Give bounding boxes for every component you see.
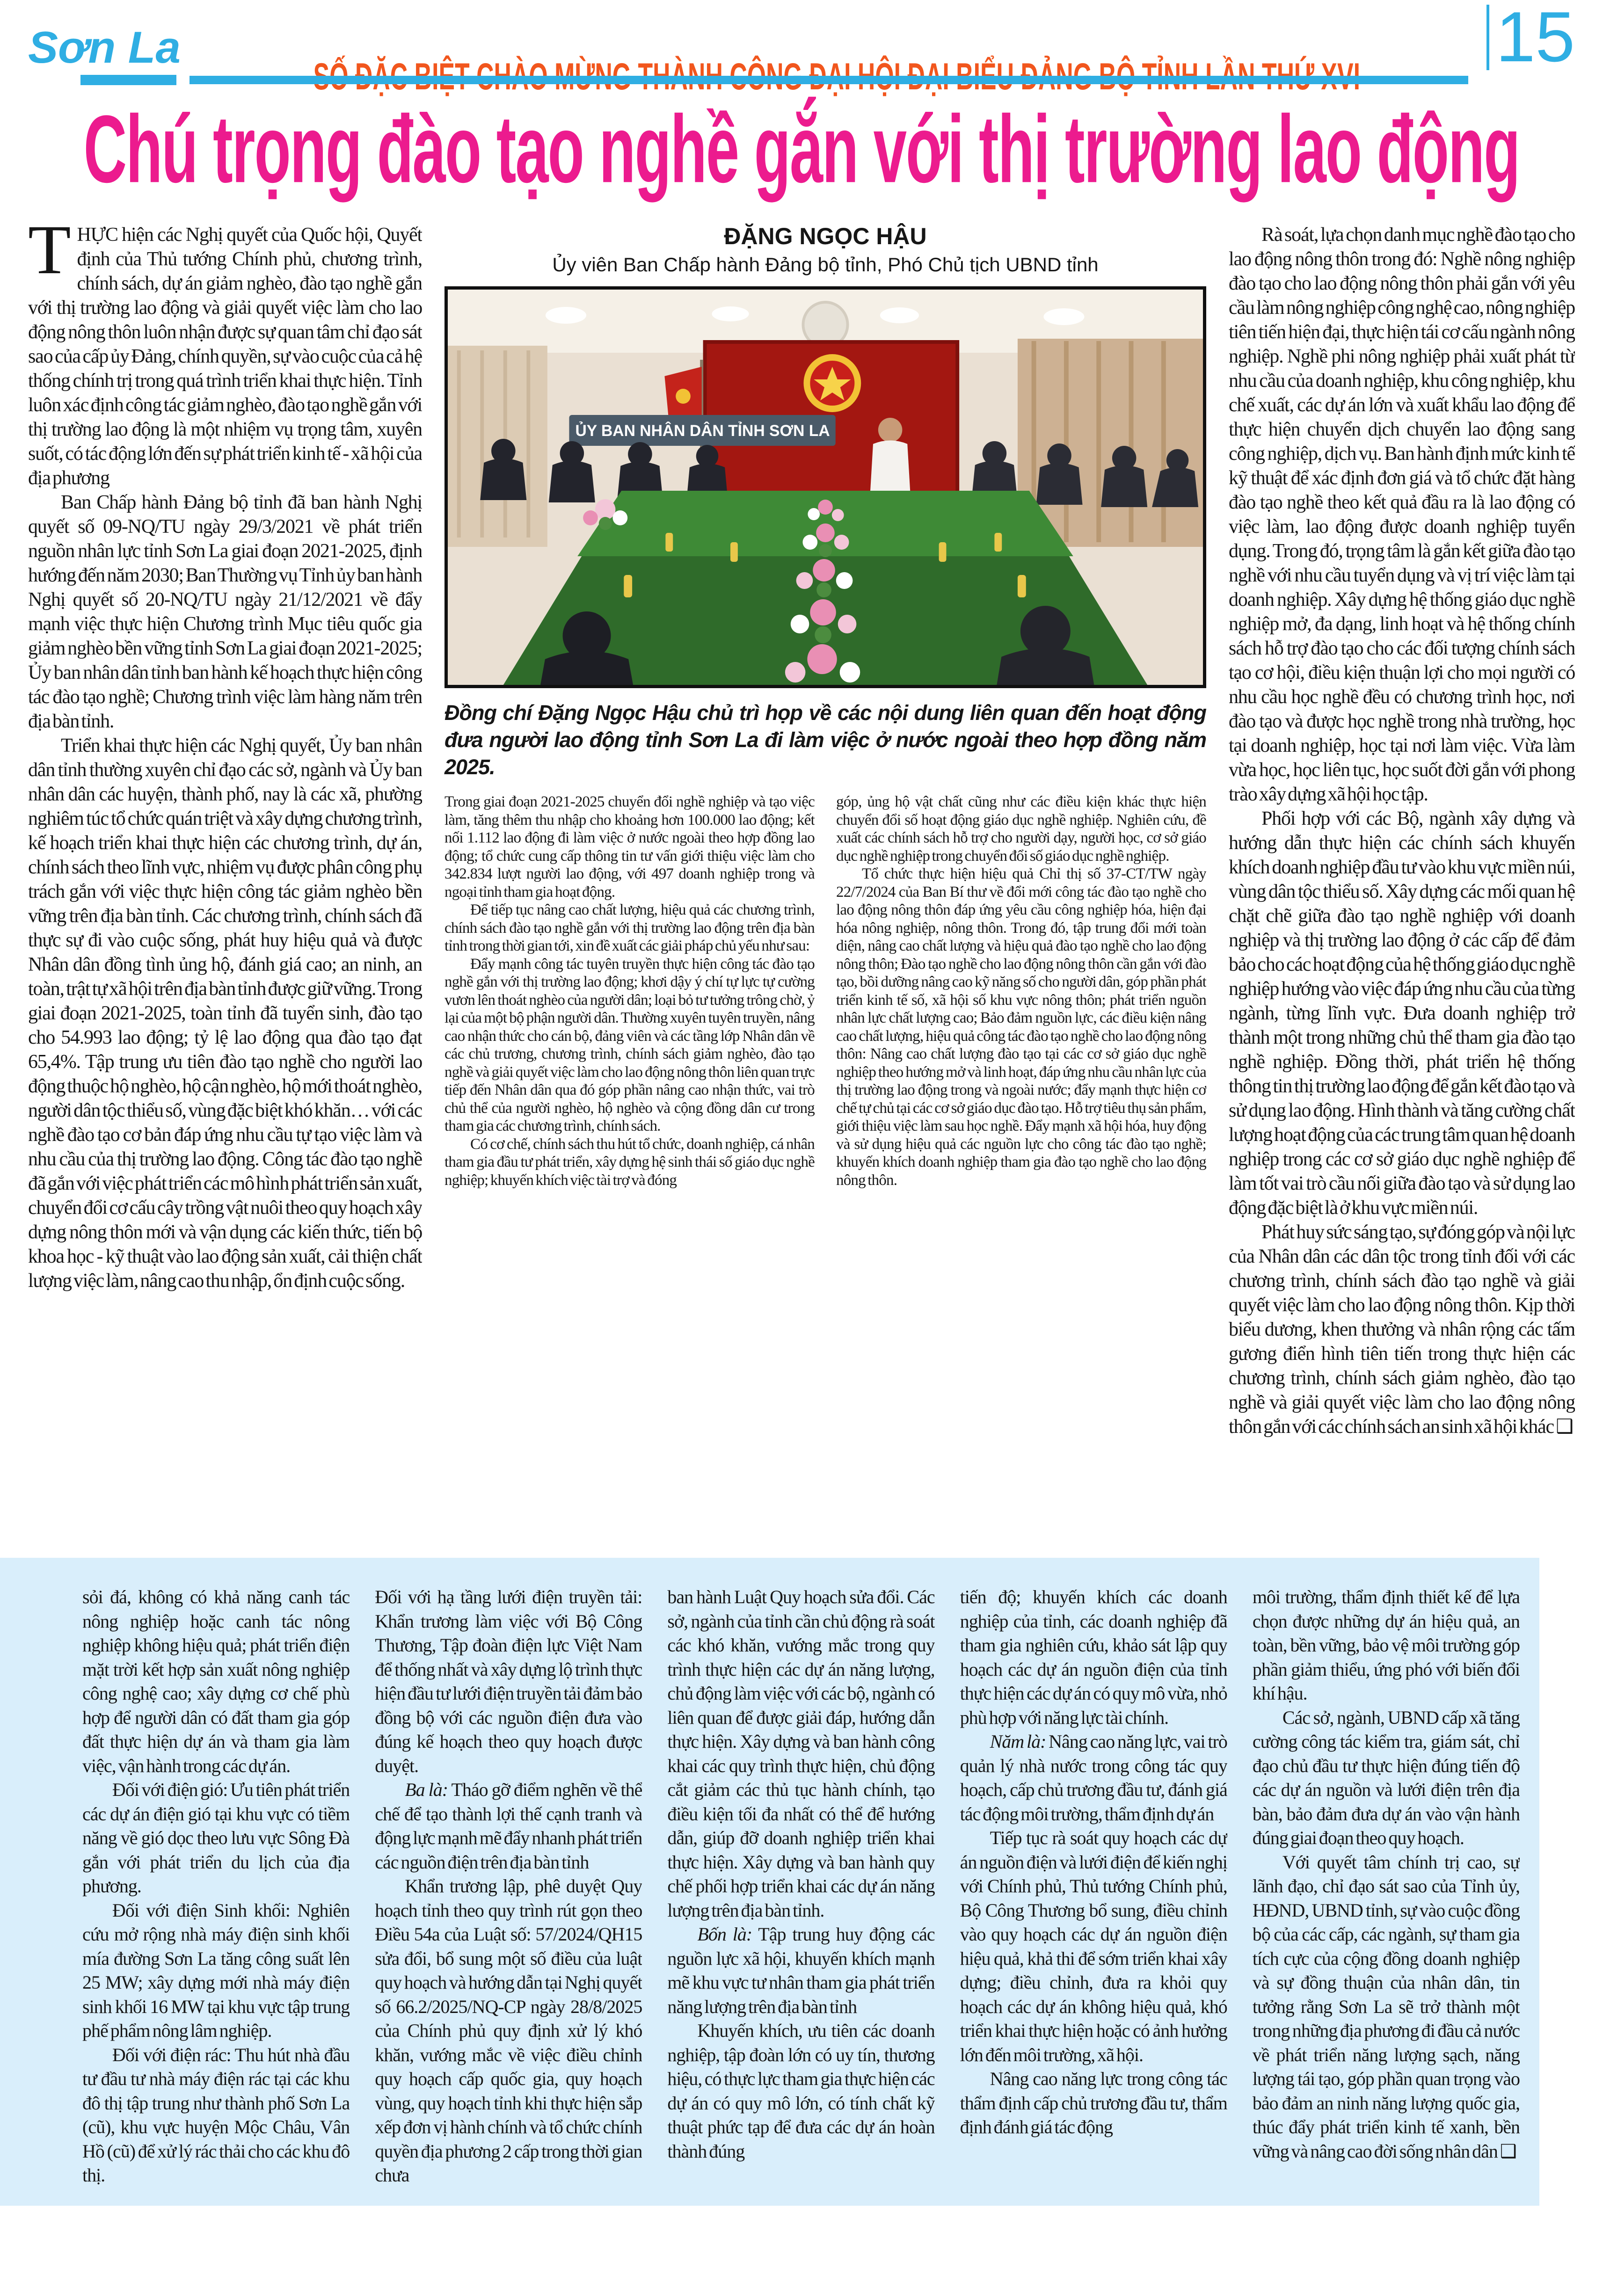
paragraph (960, 2067, 1227, 2139)
paragraph-text: môi trường, thẩm định thiết kế để lựa chọn được những dự án hiệu quả, an toàn, bền vững, bảo vệ môi trường góp phần giảm thiểu, ứng phó với biến đổi khí hậu. (1252, 1586, 1520, 1704)
masthead-logo: Sơn La (28, 22, 181, 73)
paragraph (960, 1826, 1227, 2067)
paragraph-text: Tiếp tục rà soát quy hoạch các dự án nguồn điện và lưới điện để kiến nghị với Chính phủ, Thủ tướng Chính phủ, Bộ Công Thương bổ sung, điều chỉnh vào quy hoạch các dự án nguồn điện hiệu quả, khả thi để sớm triển khai xây dựng; điều chỉnh, đưa ra khỏi quy hoạch các dự án không hiệu quả, khó triển khai thực hiện hoặc có ảnh hưởng lớn đến môi trường, xã hội. (960, 1827, 1227, 2065)
meeting-photo (444, 286, 1206, 688)
paragraph-text: Nâng cao năng lực, vai trò quản lý nhà nước trong công tác quy hoạch, cấp chủ trương đầu tư, đánh giá tác động môi trường, thẩm định dự án (960, 1731, 1227, 1824)
paragraph: Tổ chức thực hiện hiệu quả Chỉ thị số 37-CT/TW ngày 22/7/2024 của Ban Bí thư về đổi mới công tác đào tạo nghề cho lao động nông thôn đáp ứng yêu cầu công nghiệp hóa, hiện đại hóa nông nghiệp, nông thôn. Trong đó, tập trung đổi mới toàn diện, nâng cao chất lượng và hiệu quả đào tạo nghề cho lao động nông thôn; Đào tạo nghề cho lao động nông thôn cần gắn với đào tạo, bồi dưỡng nâng cao kỹ năng số cho người dân, góp phần phát triển kinh tế số, xã hội số khu vực nông thôn; phát triển nguồn nhân lực chất lượng cao; Bảo đảm nguồn lực, các điều kiện nâng cao chất lượng, hiệu quả công tác đào tạo nghề cho lao động nông thôn: Nâng cao chất lượng đào tạo tại các cơ sở giáo dục nghề nghiệp theo hướng mở và linh hoạt, đáp ứng nhu cầu nhân lực của thị trường lao động trong và ngoài nước; đẩy mạnh thực hiện cơ chế tự chủ tại các cơ sở giáo dục đào tạo. Hỗ trợ tiêu thụ sản phẩm, giới thiệu việc làm sau học nghề. Đẩy mạnh xã hội hóa, huy động và sử dụng hiệu quả các nguồn lực cho công tác đào tạo nghề; khuyến khích doanh nghiệp tham gia đào tạo nghề cho lao động nông thôn. (836, 865, 1206, 1189)
bottom-column-3 (667, 1585, 934, 2206)
paragraph (960, 1585, 1227, 1729)
paragraph (960, 1729, 1227, 1826)
author-title: Ủy viên Ban Chấp hành Đảng bộ tỉnh, Phó Chủ tịch UBND tỉnh (552, 254, 1099, 276)
page-number-divider (1486, 5, 1489, 70)
meeting-photo-graphic (448, 290, 1203, 685)
article-column-3 (836, 793, 1206, 1499)
paragraph-text: sỏi đá, không có khả năng canh tác nông nghiệp hoặc canh tác nông nghiệp không hiệu quả; phát triển điện mặt trời kết hợp sản xuất nông nghiệp công nghệ cao; xây dựng cơ chế phù hợp để người dân có đất tham gia góp đất thực hiện dự án và tham gia làm việc, vận hành trong các dự án. (82, 1586, 350, 1776)
bottom-section (0, 1558, 1539, 2206)
rule-short (80, 75, 176, 85)
paragraph-text: tiến độ; khuyến khích các doanh nghiệp của tỉnh, các doanh nghiệp đã tham gia nghiên cứu, khảo sát lập quy hoạch các dự án nguồn điện của tỉnh thực hiện các dự án có quy mô vừa, nhỏ phù hợp với năng lực tài chính. (960, 1586, 1227, 1728)
paragraph-text: HỰC hiện các Nghị quyết của Quốc hội, Quyết định của Thủ tướng Chính phủ, chương trình, chính sách, dự án giảm nghèo, đào tạo nghề gắn với thị trường lao động và giải quyết việc làm cho lao động nông thôn luôn nhận được sự quan tâm chỉ đạo sát sao của cấp ủy Đảng, chính quyền, sự vào cuộc của cả hệ thống chính trị trong quá trình triển khai thực hiện. Tỉnh luôn xác định công tác giảm nghèo, đào tạo nghề gắn với thị trường lao động là một nhiệm vụ trọng tâm, xuyên suốt, có tác động lớn đến sự phát triển kinh tế - xã hội của địa phương (28, 224, 422, 489)
paragraph-text: ban hành Luật Quy hoạch sửa đổi. Các sở, ngành của tỉnh cần chủ động rà soát các khó khăn, vướng mắc trong quy trình thực hiện các dự án năng lượng, chủ động làm việc với các bộ, ngành có liên quan để được giải đáp, hướng dẫn thực hiện. Xây dựng và ban hành công khai các quy trình thực hiện, chủ động cắt giảm các thủ tục hành chính, tạo điều kiện tối đa nhất có thể để hướng dẫn, giúp đỡ doanh nghiệp triển khai thực hiện. Xây dựng và ban hành quy chế phối hợp triển khai các dự án năng lượng trên địa bàn tỉnh. (667, 1586, 935, 1921)
bottom-column-4 (960, 1585, 1227, 2206)
paragraph: Ban Chấp hành Đảng bộ tỉnh đã ban hành Nghị quyết số 09-NQ/TU ngày 29/3/2021 về phát triển nguồn nhân lực tỉnh Sơn La giai đoạn 2021-2025, định hướng đến năm 2030; Ban Thường vụ Tỉnh ủy ban hành Nghị quyết số 20-NQ/TU ngày 21/12/2021 về đẩy mạnh việc thực hiện Chương trình Mục tiêu quốc gia giảm nghèo bền vững tỉnh Sơn La giai đoạn 2021-2025; Ủy ban nhân dân tỉnh ban hành kế hoạch thực hiện công tác đào tạo nghề; Chương trình việc làm hàng năm trên địa bàn tỉnh. (28, 492, 422, 732)
paragraph-text: Khuyến khích, ưu tiên các doanh nghiệp, tập đoàn lớn có uy tín, thương hiệu, có thực lực tham gia thực hiện các dự án có quy mô lớn, có tính chất kỹ thuật phức tạp để đưa các dự án hoàn thành đúng (667, 2020, 935, 2162)
paragraph: Triển khai thực hiện các Nghị quyết, Ủy ban nhân dân tỉnh thường xuyên chỉ đạo các sở, ngành và Ủy ban nhân dân các huyện, thành phố, nay là các xã, phường nghiêm túc tổ chức quán triệt và xây dựng chương trình, kế hoạch triển khai thực hiện các chương trình, dự án, chính sách theo lĩnh vực, nhiệm vụ được phân công phụ trách gắn với việc thực hiện công tác giảm nghèo bền vững trên địa bàn tỉnh. Các chương trình, chính sách đã thực sự đi vào cuộc sống, phát huy hiệu quả và được Nhân dân đồng tình ủng hộ, đánh giá cao; an ninh, an toàn, trật tự xã hội trên địa bàn tỉnh được giữ vững. Trong giai đoạn 2021-2025, toàn tỉnh đã tuyển sinh, đào tạo cho 54.993 lao động; tỷ lệ lao động qua đào tạo đạt 65,4%. Tập trung ưu tiên đào tạo nghề cho người lao động thuộc hộ nghèo, hộ cận nghèo, hộ mới thoát nghèo, người dân tộc thiểu số, vùng đặc biệt khó khăn… với các nghề đào tạo cơ bản đáp ứng nhu cầu tự tạo việc làm và nhu cầu của thị trường lao động. Công tác đào tạo nghề đã gắn với việc phát triển các mô hình phát triển sản xuất, chuyển đổi cơ cấu cây trồng vật nuôi theo quy hoạch xây dựng nông thôn mới và vận dụng các kiến thức, tiến bộ khoa học - kỹ thuật vào lao động sản xuất, cải thiện chất lượng việc làm, nâng cao thu nhập, ổn định cuộc sống. (28, 735, 422, 1292)
drop-cap: T (28, 223, 71, 289)
paragraph (375, 1585, 642, 1778)
paragraph (82, 1898, 350, 2043)
paragraph: Trong giai đoạn 2021-2025 chuyển đổi nghề nghiệp và tạo việc làm, tăng thêm thu nhập cho khoảng hơn 100.000 lao động; kết nối 1.112 lao động đi làm việc ở nước ngoài theo hợp đồng lao động; tổ chức cung cấp thông tin tư vấn giới thiệu việc làm cho 342.834 lượt người lao động, với 497 doanh nghiệp trong và ngoại tỉnh tham gia hoạt động. (444, 793, 815, 901)
paragraph: Để tiếp tục nâng cao chất lượng, hiệu quả các chương trình, chính sách đào tạo nghề gắn với thị trường lao động trên địa bàn tỉnh trong thời gian tới, xin đề xuất các giải pháp chủ yếu như sau: (444, 901, 815, 954)
article-column-2 (444, 793, 815, 1499)
paragraph-text: Các sở, ngành, UBND cấp xã tăng cường công tác kiểm tra, giám sát, chỉ đạo chủ đầu tư thực hiện đúng tiến độ các dự án nguồn và lưới điện trên địa bàn, bảo đảm đưa dự án vào vận hành đúng giai đoạn theo quy hoạch. (1252, 1707, 1520, 1848)
paragraph-lead: Bốn là: (697, 1924, 752, 1945)
article-column-4 (1229, 223, 1575, 1514)
paragraph: Có cơ chế, chính sách thu hút tổ chức, doanh nghiệp, cá nhân tham gia đầu tư phát triển, xây dựng hệ sinh thái số giáo dục nghề nghiệp; khuyến khích việc tài trợ và đóng (444, 1135, 815, 1189)
paragraph-text: Tập trung huy động các nguồn lực xã hội, khuyến khích mạnh mẽ khu vực tư nhân tham gia phát triển năng lượng trên địa bàn tỉnh (667, 1924, 935, 2017)
article-center-block (444, 223, 1206, 1514)
paragraph: góp, ủng hộ vật chất cũng như các điều kiện khác thực hiện chuyển đổi số hoạt động giáo dục nghề nghiệp. Nghiên cứu, đề xuất các chính sách hỗ trợ cho người dạy, người học, cơ sở giáo dục nghề nghiệp trong chuyển đổi số giáo dục nghề nghiệp. (836, 793, 1206, 865)
article-center-columns (444, 793, 1206, 1499)
paragraph (375, 1778, 642, 1874)
bottom-column-1 (82, 1585, 350, 2206)
paragraph-text: Khẩn trương lập, phê duyệt Quy hoạch tỉnh theo quy trình rút gọn theo Điều 54a của Luật số: 57/2024/QH15 sửa đổi, bổ sung một số điều của luật quy hoạch và hướng dẫn tại Nghị quyết số 66.2/2025/NQ-CP ngày 28/8/2025 của Chính phủ quy định xử lý khó khăn, vướng mắc về việc điều chỉnh quy hoạch cấp quốc gia, quy hoạch vùng, quy hoạch tỉnh khi thực hiện sắp xếp đơn vị hành chính và tổ chức chính quyền địa phương 2 cấp trong thời gian chưa (375, 1875, 642, 2186)
page-number: 15 (1495, 0, 1575, 77)
paragraph (667, 1922, 934, 2019)
paragraph-lead: Ba là: (405, 1779, 448, 1800)
paragraph-text: Đối với điện rác: Thu hút nhà đầu tư đầu tư nhà máy điện rác tại các khu đô thị tập trung như thành phố Sơn La (cũ), khu vực huyện Mộc Châu, Vân Hồ (cũ) để xử lý rác thải cho các khu đô thị. (82, 2044, 350, 2186)
paragraph (1253, 1850, 1520, 2164)
article-headline: Chú trọng đào tạo nghề gắn với thị trường lao động (83, 96, 1520, 203)
paragraph-text: Đối với điện gió: Ưu tiên phát triển các dự án điện gió tại khu vực có tiềm năng về gió dọc theo lưu vực Sông Đà gắn với phát triển du lịch của địa phương. (82, 1779, 350, 1896)
paragraph (82, 1585, 350, 1778)
bottom-column-2 (375, 1585, 642, 2206)
paragraph-text: Tháo gỡ điểm nghẽn về thể chế để tạo thành lợi thế cạnh tranh và động lực mạnh mẽ đẩy nhanh phát triển các nguồn điện trên địa bàn tỉnh (375, 1779, 642, 1873)
paragraph: Phát huy sức sáng tạo, sự đóng góp và nội lực của Nhân dân các dân tộc trong tỉnh đối với các chương trình, chính sách đào tạo nghề và giải quyết việc làm cho lao động nông thôn. Kịp thời biểu dương, khen thưởng và nhân rộng các tấm gương điển hình tiên tiến trong thực hiện các chương trình, chính sách giảm nghèo, đào tạo nghề và giải quyết việc làm cho lao động nông thôn gắn với các chính sách an sinh xã hội khác ❑ (1229, 1221, 1575, 1438)
paragraph-lead: Năm là: (990, 1731, 1046, 1752)
masthead (0, 0, 1603, 77)
page-number-block (1486, 0, 1575, 77)
paragraph-text: Nâng cao năng lực trong công tác thẩm định cấp chủ trương đầu tư, thẩm định đánh giá tác động (960, 2068, 1227, 2137)
paragraph-text: Với quyết tâm chính trị cao, sự lãnh đạo, chỉ đạo sát sao của Tỉnh ủy, HĐND, UBND tỉnh, sự vào cuộc đồng bộ của các cấp, các ngành, sự tham gia tích cực của cộng đồng doanh nghiệp và sự đồng thuận của nhân dân, tin tưởng rằng Sơn La sẽ trở thành một trong những địa phương đi đầu cả nước về phát triển năng lượng sạch, năng lượng tái tạo, góp phần quan trọng vào bảo đảm an ninh năng lượng quốc gia, thúc đẩy phát triển kinh tế xanh, bền vững và nâng cao đời sống nhân dân ❑ (1252, 1851, 1520, 2162)
masthead-rules (28, 75, 1575, 86)
paragraph (667, 1585, 934, 1922)
paragraph: Phối hợp với các Bộ, ngành xây dựng và hướng dẫn thực hiện các chính sách khuyến khích doanh nghiệp đầu tư vào khu vực miền núi, vùng dân tộc thiểu số. Xây dựng các mối quan hệ chặt chẽ giữa đào tạo nghề nghiệp với doanh nghiệp và thị trường lao động ở các cấp để đảm bảo cho các hoạt động của hệ thống giáo dục nghề nghiệp hướng vào việc đáp ứng nhu cầu của từng ngành, từng lĩnh vực. Đưa doanh nghiệp trở thành một trong những chủ thể tham gia đào tạo nghề nghiệp. Đồng thời, phát triển hệ thống thông tin thị trường lao động để gắn kết đào tạo và sử dụng lao động. Hình thành và tăng cường chất lượng hoạt động của các trung tâm quan hệ doanh nghiệp trong các cơ sở giáo dục nghề nghiệp để làm tốt vai trò cầu nối giữa đào tạo và sử dụng lao động đặc biệt là ở khu vực miền núi. (1229, 808, 1575, 1219)
author-name: ĐẶNG NGỌC HẬU (724, 223, 927, 249)
paragraph (1253, 1706, 1520, 1850)
bottom-column-5 (1253, 1585, 1520, 2206)
paragraph: Đẩy mạnh công tác tuyên truyền thực hiện công tác đào tạo nghề gắn với thị trường lao động; khơi dậy ý chí tự lực tự cường vươn lên thoát nghèo của người dân; loại bỏ tư tưởng trông chờ, ỷ lại của một bộ phận người dân. Thường xuyên tuyên truyền, nâng cao nhận thức cho cán bộ, đảng viên và các tầng lớp Nhân dân về các chủ trương, chương trình, chính sách giảm nghèo, đào tạo nghề và giải quyết việc làm cho lao động nông thôn liên quan trực tiếp đến Nhân dân qua đó góp phần nâng cao nhận thức, vai trò chủ thể của người nghèo, hộ nghèo và cộng đồng dân cư trong tham gia các chương trình, chính sách. (444, 955, 815, 1134)
paragraph: Rà soát, lựa chọn danh mục nghề đào tạo cho lao động nông thôn trong đó: Nghề nông nghiệp đào tạo cho lao động nông thôn phải gắn với yêu cầu làm nông nghiệp công nghệ cao, nông nghiệp tiên tiến hiện đại, thực hiện tái cơ cấu ngành nông nghiệp. Nghề phi nông nghiệp phải xuất phát từ nhu cầu của doanh nghiệp, khu công nghiệp, khu chế xuất, các dự án lớn và xuất khẩu lao động để thực hiện chuyển dịch chuyển lao động sang công nghiệp, dịch vụ. Ban hành định mức kinh tế kỹ thuật để xác định đơn giá và tổ chức đặt hàng đào tạo nghề theo kết quả đầu ra là lao động có việc làm, lao động được doanh nghiệp tuyển dụng. Trong đó, trọng tâm là gắn kết giữa đào tạo nghề với nhu cầu tuyển dụng và vị trí việc làm tại doanh nghiệp. Xây dựng hệ thống giáo dục nghề nghiệp mở, đa dạng, linh hoạt và hệ thống chính sách hỗ trợ đào tạo cho các đối tượng chính sách tạo cơ hội, điều kiện thuận lợi cho mọi người có nhu cầu học nghề đều có chương trình học, nơi đào tạo và được học nghề trong nhà trường, học tại doanh nghiệp, học tại nơi làm việc. Vừa làm vừa học, học liên tục, học suốt đời gắn với phong trào xây dựng xã hội học tập. (1229, 224, 1575, 805)
paragraph (1253, 1585, 1520, 1706)
paragraph-text: Đối với hạ tầng lưới điện truyền tải: Khẩn trương làm việc với Bộ Công Thương, Tập đoàn điện lực Việt Nam để thống nhất và xây dựng lộ trình thực hiện đầu tư lưới điện truyền tải đảm bảo đồng bộ với các nguồn điện đưa vào đúng kế hoạch theo quy hoạch được duyệt. (375, 1586, 642, 1776)
photo-caption: Đồng chí Đặng Ngọc Hậu chủ trì họp về các nội dung liên quan đến hoạt động đưa người lao động tỉnh Sơn La đi làm việc ở nước ngoài theo hợp đồng năm 2025. (444, 701, 1206, 779)
rule-long (189, 76, 1468, 84)
article-body (28, 223, 1575, 1514)
article-column-1 (28, 223, 422, 1514)
paragraph-text: Đối với điện Sinh khối: Nghiên cứu mở rộng nhà máy điện sinh khối mía đường Sơn La tăng công suất lên 25 MW; xây dựng mới nhà máy điện sinh khối 16 MW tại khu vực tập trung phế phẩm nông lâm nghiệp. (82, 1899, 350, 2041)
paragraph (667, 2019, 934, 2163)
paragraph (82, 1778, 350, 1898)
paragraph (82, 2043, 350, 2187)
paragraph (375, 1874, 642, 2187)
photo-sign-text: ỦY BAN NHÂN DÂN TỈNH SƠN LA (575, 421, 830, 440)
